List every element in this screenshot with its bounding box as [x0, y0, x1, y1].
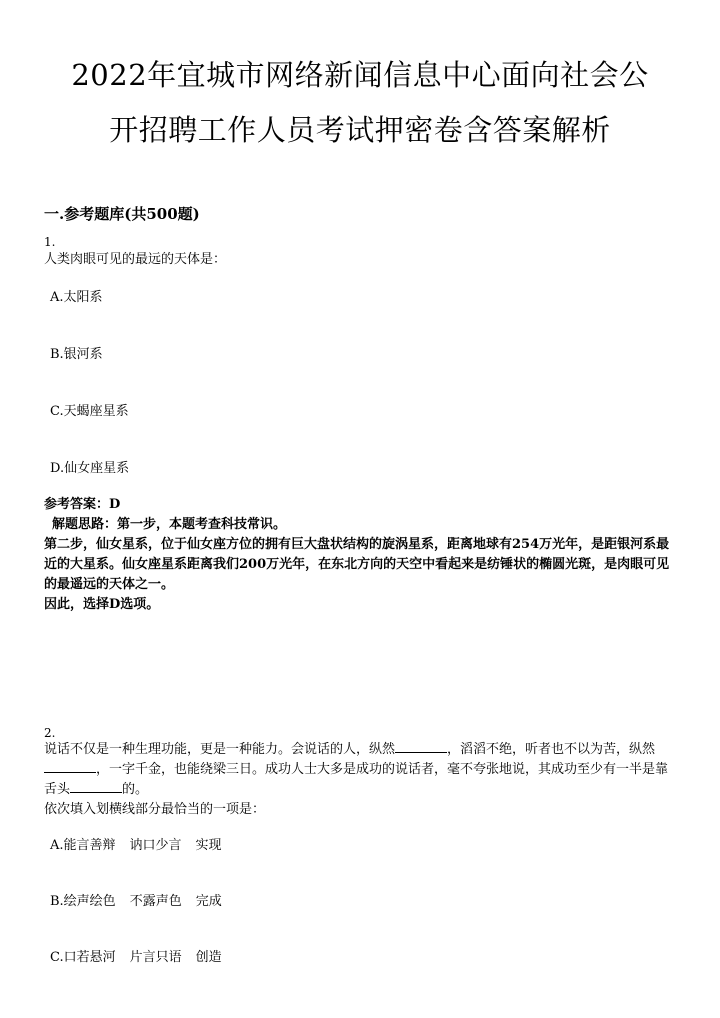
question-1-conclusion: 因此，选择D选项。	[44, 597, 160, 612]
question-2-option-c	[50, 949, 222, 967]
fill-blank-3	[70, 780, 122, 793]
question-1-answer: 参考答案：D	[44, 497, 121, 512]
question-2-stem-part-1: 说话不仅是一种生理功能，更是一种能力。会说话的人，纵然	[44, 742, 396, 757]
option-b-term-1: B.绘声绘色	[50, 894, 116, 909]
option-c-term-2: 片言只语	[129, 950, 182, 965]
question-1-answer-block	[44, 495, 674, 615]
question-1-option-d: D.仙女座星系	[50, 461, 130, 476]
document-title-line-2: 开招聘工作人员考试押密卷含答案解析	[109, 113, 611, 147]
question-1-number: 1.	[44, 235, 56, 249]
question-2-instruction: 依次填入划横线部分最恰当的一项是：	[44, 802, 266, 817]
question-2-option-b	[50, 893, 222, 911]
section-heading: 一.参考题库(共500题)	[44, 205, 200, 223]
option-a-term-3: 实现	[195, 838, 222, 853]
fill-blank-2	[44, 760, 96, 773]
option-c-term-3: 创造	[195, 950, 222, 965]
question-1-stem: 人类肉眼可见的最远的天体是：	[44, 252, 227, 267]
option-c-term-1: C.口若悬河	[50, 950, 116, 965]
question-1-option-a: A.太阳系	[50, 290, 103, 305]
question-1-explanation-step-2: 第二步，仙女星系，位于仙女座方位的拥有巨大盘状结构的旋涡星系，距离地球有254万光年，是距银河系最近的大星系。仙女座星系距离我们200万光年，在东北方向的天空中看起来是纺锤状的椭圆光斑，是肉眼可见的最遥远的天体之一。	[44, 537, 670, 592]
question-1-explanation-step-1: 解题思路：第一步，本题考查科技常识。	[52, 517, 287, 532]
option-a-term-2: 讷口少言	[129, 838, 182, 853]
question-2-stem-part-4: 的。	[122, 782, 149, 797]
question-2-number: 2.	[44, 726, 56, 740]
question-2-stem	[44, 740, 672, 800]
option-a-term-1: A.能言善辩	[50, 838, 116, 853]
question-1-option-c: C.天蝎座星系	[50, 404, 129, 419]
document-title-line-1: 2022年宜城市网络新闻信息中心面向社会公	[71, 58, 649, 92]
option-b-term-3: 完成	[195, 894, 222, 909]
option-b-term-2: 不露声色	[129, 894, 182, 909]
question-2-stem-part-3: ，一字千金，也能绕梁三日。成功人士大多是成功的说话者，毫不夸张地说，其成功至少有一半是靠舌头	[44, 762, 669, 797]
question-1-option-b: B.银河系	[50, 347, 103, 362]
fill-blank-1	[395, 740, 447, 753]
question-2-option-a	[50, 837, 222, 855]
question-2-stem-part-2: ，滔滔不绝，听者也不以为苦，纵然	[447, 742, 656, 757]
